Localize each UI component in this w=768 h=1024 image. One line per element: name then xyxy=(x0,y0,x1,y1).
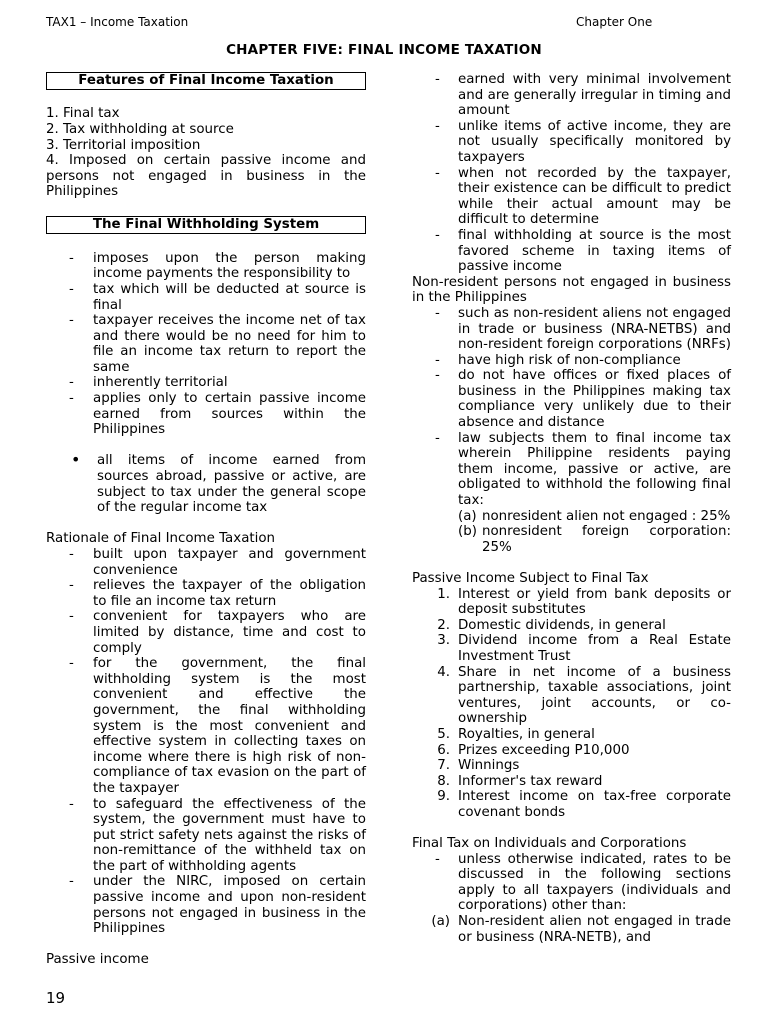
passive-final-item: 5. Royalties, in general xyxy=(437,726,595,742)
dash-marker: - xyxy=(435,305,440,321)
dash-marker: - xyxy=(69,250,74,266)
fws-heading-box: The Final Withholding System xyxy=(46,216,366,234)
dash-marker: - xyxy=(69,656,74,672)
dash-marker: - xyxy=(435,118,440,134)
passive-final-item: 8. Informer's tax reward xyxy=(437,773,603,789)
fws-item: - applies only to certain passive income earned from sources within the Philippines xyxy=(69,391,366,438)
dash-marker: - xyxy=(435,165,440,181)
passive-final-item: 7. Winnings xyxy=(437,758,520,774)
right-column xyxy=(412,72,731,945)
passive-final-heading: Passive Income Subject to Final Tax xyxy=(412,571,649,586)
final-tax-item: - unless otherwise indicated, rates to be discussed in the following sections apply to all taxpayers (individuals and corporations) other than: xyxy=(435,851,731,914)
nonresident-item: - such as non-resident aliens not engaged in trade or business (NRA-NETBS) and non-resident foreign corporations (NRFs) xyxy=(435,305,731,353)
rate-item: (a) nonresident alien not engaged : 25% xyxy=(458,508,731,524)
left-column xyxy=(46,72,366,968)
header-course-title: TAX1 – Income Taxation xyxy=(46,15,189,29)
features-heading-box: Features of Final Income Taxation xyxy=(46,72,366,90)
dash-marker: - xyxy=(69,281,74,297)
rationale-item: - to safeguard the effectiveness of the system, the government must have to put strict safety nets against the risks of non-remittance of the withheld tax on the part of withholding agents xyxy=(69,796,366,874)
dash-marker: - xyxy=(69,796,74,812)
fws-item: - tax which will be deducted at source is final xyxy=(69,281,366,313)
feature-item: 3. Territorial imposition xyxy=(46,137,201,153)
foreign-income-bullet: • all items of income earned from sources abroad, passive or active, are subject to tax under the general scope of the regular income tax xyxy=(71,450,366,516)
rationale-item: - under the NIRC, imposed on certain passive income and upon non-resident persons not engaged in business in the Philippines xyxy=(69,874,366,937)
dash-marker: - xyxy=(435,430,440,446)
dash-marker: - xyxy=(69,313,74,329)
dash-marker: - xyxy=(69,547,74,563)
rate-item: (b) nonresident foreign corporation: 25% xyxy=(458,524,731,555)
final-tax-subitem: (a) Non-resident alien not engaged in trade or business (NRA-NETB), and xyxy=(431,914,731,945)
feature-item: 2. Tax withholding at source xyxy=(46,121,234,137)
passive-income-heading: Passive income xyxy=(46,952,149,968)
dash-marker: - xyxy=(69,874,74,890)
passive-final-item: 3. Dividend income from a Real Estate Investment Trust xyxy=(437,633,731,664)
passive-final-item: 2. Domestic dividends, in general xyxy=(437,617,666,633)
fws-item: - imposes upon the person making income payments the responsibility to xyxy=(69,250,366,282)
chapter-title: CHAPTER FIVE: FINAL INCOME TAXATION xyxy=(226,42,542,58)
passive-final-item: 9. Interest income on tax-free corporate covenant bonds xyxy=(437,789,731,820)
rationale-item: - built upon taxpayer and government convenience xyxy=(69,547,366,578)
passive-final-item: 1. Interest or yield from bank deposits or deposit substitutes xyxy=(437,586,731,618)
nonresident-heading: Non-resident persons not engaged in business in the Philippines xyxy=(412,274,731,306)
dash-marker: - xyxy=(435,72,440,87)
rationale-heading: Rationale of Final Income Taxation xyxy=(46,531,276,547)
fws-item: - inherently territorial xyxy=(69,375,228,391)
dash-marker: - xyxy=(69,375,74,391)
passive-final-item: 4. Share in net income of a business partnership, taxable associations, joint ventures, joint accounts, or co-ownership xyxy=(437,664,731,727)
dash-marker: - xyxy=(69,609,74,625)
dash-marker: - xyxy=(435,352,440,368)
final-tax-heading: Final Tax on Individuals and Corporations xyxy=(412,836,687,852)
passive-item: - final withholding at source is the most favored scheme in taxing items of passive income xyxy=(435,227,731,275)
rationale-item: - relieves the taxpayer of the obligation to file an income tax return xyxy=(69,578,366,609)
dash-marker: - xyxy=(435,368,440,384)
nonresident-item: - law subjects them to final income tax wherein Philippine residents paying them income, passive or active, are obligated to withhold the following final tax: xyxy=(435,430,731,509)
rationale-item: - for the government, the final withholding system is the most convenient and effective the government, the final withholding system is the most convenient and effective system in collecting taxes on income where there is high risk of non-compliance of tax evasion on the part of the taxpayer xyxy=(69,656,366,796)
page-number: 19 xyxy=(46,989,66,1007)
passive-item: - earned with very minimal involvement and are generally irregular in timing and amount xyxy=(435,72,731,119)
passive-item: - when not recorded by the taxpayer, their existence can be difficult to predict while their actual amount may be difficult to determine xyxy=(435,165,731,228)
dash-marker: - xyxy=(69,578,74,594)
feature-item: 4. Imposed on certain passive income and persons not engaged in business in the Philippines xyxy=(46,153,366,200)
nonresident-item: - have high risk of non-compliance xyxy=(435,352,681,368)
rationale-item: - convenient for taxpayers who are limited by distance, time and cost to comply xyxy=(69,609,366,656)
nonresident-item: - do not have offices or fixed places of business in the Philippines making tax compliance very unlikely due to their absence and distance xyxy=(435,368,731,431)
bullet-marker: • xyxy=(71,450,81,470)
feature-item: 1. Final tax xyxy=(46,106,120,122)
passive-item: - unlike items of active income, they are not usually specifically monitored by taxpayers xyxy=(435,118,731,165)
dash-marker: - xyxy=(435,227,440,243)
fws-item: - taxpayer receives the income net of tax and there would be no need for him to file an income tax return to report the same xyxy=(69,313,366,375)
passive-final-item: 6. Prizes exceeding P10,000 xyxy=(437,742,630,758)
dash-marker: - xyxy=(69,391,74,407)
header-chapter-label: Chapter One xyxy=(576,15,653,29)
dash-marker: - xyxy=(435,851,440,867)
